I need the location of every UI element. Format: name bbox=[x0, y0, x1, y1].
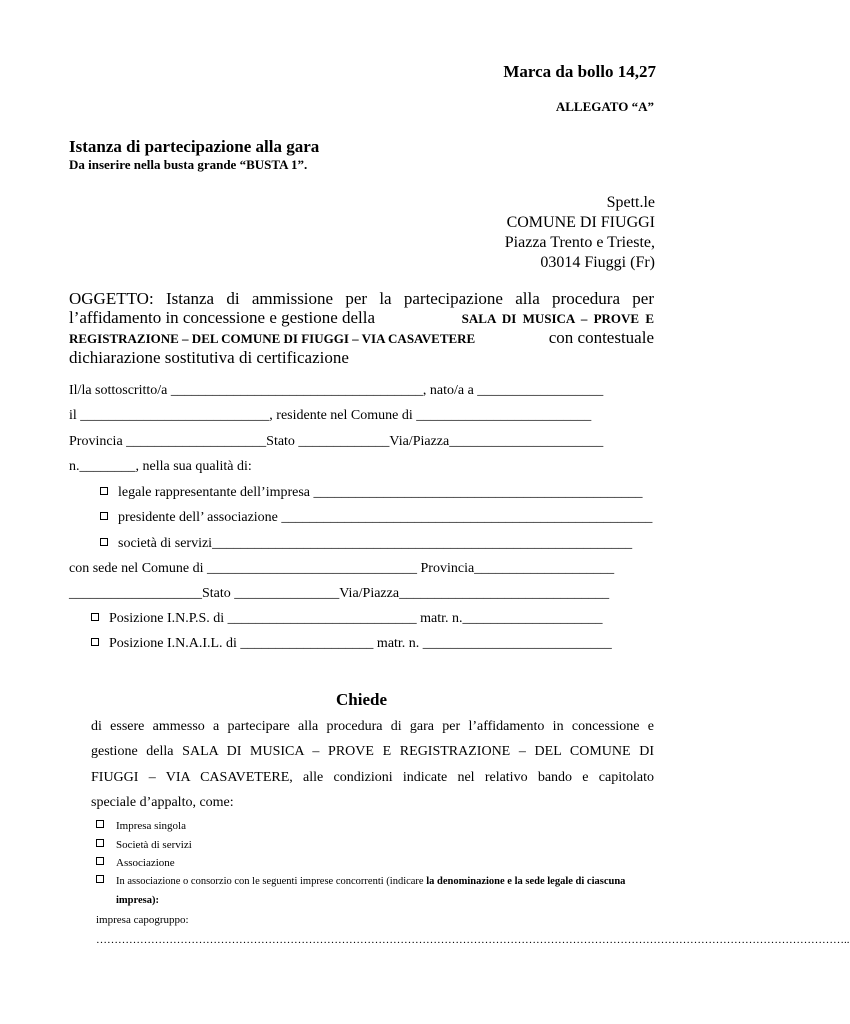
marca-da-bollo: Marca da bollo 14,27 bbox=[503, 62, 656, 81]
capogruppo-field[interactable]: …………………………………………………………………………………………………………………………………………………………………………………….. bbox=[96, 934, 850, 946]
option-legale-rappresentante[interactable] bbox=[100, 485, 643, 501]
chiede-line-4: speciale d’appalto, come: bbox=[91, 795, 234, 810]
checkbox-icon[interactable] bbox=[96, 820, 104, 828]
option-label: società di servizi____________________________________________________________ bbox=[118, 536, 633, 551]
oggetto-line-2 bbox=[69, 308, 654, 328]
address-line-3: Piazza Trento e Trieste, bbox=[504, 234, 655, 251]
chiede-line-2: gestione della SALA DI MUSICA – PROVE E REGISTRAZIONE – DEL COMUNE DI bbox=[91, 744, 654, 759]
option-associazione[interactable] bbox=[96, 857, 175, 869]
capogruppo-label: impresa capogruppo: bbox=[96, 914, 189, 926]
option-societa-servizi[interactable] bbox=[100, 536, 632, 552]
chiede-line-3: FIUGGI – VIA CASAVETERE, alle condizioni indicate nel relativo bando e capitolato bbox=[91, 770, 654, 785]
oggetto-line-3b: con contestuale bbox=[548, 328, 654, 347]
oggetto-line-4: dichiarazione sostitutiva di certificazione bbox=[69, 348, 349, 367]
chiede-line-1: di essere ammesso a partecipare alla procedura di gara per l’affidamento in concessione e bbox=[91, 719, 654, 734]
chiede-heading: Chiede bbox=[336, 690, 387, 709]
option-impresa-singola[interactable] bbox=[96, 820, 186, 832]
checkbox-icon[interactable] bbox=[91, 638, 99, 646]
form-row-sede: con sede nel Comune di ______________________________ Provincia____________________ bbox=[69, 561, 615, 576]
form-row-sottoscritto: Il/la sottoscritto/a ____________________________________, nato/a a __________________ bbox=[69, 383, 604, 398]
form-row-qualita: n.________, nella sua qualità di: bbox=[69, 459, 252, 474]
allegato-label: ALLEGATO “A” bbox=[555, 99, 654, 114]
option-presidente-associazione[interactable] bbox=[100, 510, 652, 526]
oggetto-line-3 bbox=[69, 328, 654, 348]
checkbox-icon[interactable] bbox=[96, 875, 104, 883]
address-line-4: 03014 Fiuggi (Fr) bbox=[540, 254, 655, 271]
option-label: Impresa singola bbox=[116, 820, 186, 832]
checkbox-icon[interactable] bbox=[96, 839, 104, 847]
option-societa-di-servizi[interactable] bbox=[96, 839, 192, 851]
form-row-provincia: Provincia ____________________Stato _____________Via/Piazza______________________ bbox=[69, 434, 604, 449]
checkbox-icon[interactable] bbox=[100, 487, 108, 495]
option-label: Associazione bbox=[116, 857, 175, 869]
form-row-stato: ___________________Stato _______________Via/Piazza______________________________ bbox=[69, 586, 610, 601]
form-row-residente: il ___________________________, residente nel Comune di _________________________ bbox=[69, 408, 592, 423]
option-inps[interactable] bbox=[91, 611, 603, 627]
oggetto-line-3a: REGISTRAZIONE – DEL COMUNE DI FIUGGI – VIA CASAVETERE bbox=[69, 331, 476, 346]
oggetto-line-2a: l’affidamento in concessione e gestione della bbox=[69, 308, 376, 327]
page-subtitle: Da inserire nella busta grande “BUSTA 1”. bbox=[69, 157, 308, 172]
page-title: Istanza di partecipazione alla gara bbox=[69, 137, 320, 156]
option-label: presidente dell’ associazione _____________________________________________________ bbox=[118, 510, 653, 525]
option-inail[interactable] bbox=[91, 636, 612, 652]
option-label: Società di servizi bbox=[116, 839, 192, 851]
option-label: In associazione o consorzio con le seguenti imprese concorrenti (indicare bbox=[116, 876, 424, 887]
checkbox-icon[interactable] bbox=[96, 857, 104, 865]
option-consorzio-cont: impresa): bbox=[116, 895, 159, 906]
checkbox-icon[interactable] bbox=[100, 512, 108, 520]
address-line-2: COMUNE DI FIUGGI bbox=[506, 214, 655, 231]
address-line-1: Spett.le bbox=[606, 194, 655, 211]
oggetto-line-1: OGGETTO: Istanza di ammissione per la partecipazione alla procedura per bbox=[69, 289, 654, 308]
option-label-bold: la denominazione e la sede legale di ciascuna bbox=[426, 876, 626, 887]
oggetto-line-2b: SALA DI MUSICA – PROVE E bbox=[461, 311, 654, 326]
option-label: legale rappresentante dell’impresa _______________________________________________ bbox=[118, 485, 643, 500]
option-label: Posizione I.N.A.I.L. di ___________________ matr. n. ___________________________ bbox=[109, 636, 612, 651]
option-label: Posizione I.N.P.S. di ___________________________ matr. n.____________________ bbox=[109, 611, 603, 626]
checkbox-icon[interactable] bbox=[100, 538, 108, 546]
checkbox-icon[interactable] bbox=[91, 613, 99, 621]
option-consorzio[interactable] bbox=[96, 876, 625, 887]
